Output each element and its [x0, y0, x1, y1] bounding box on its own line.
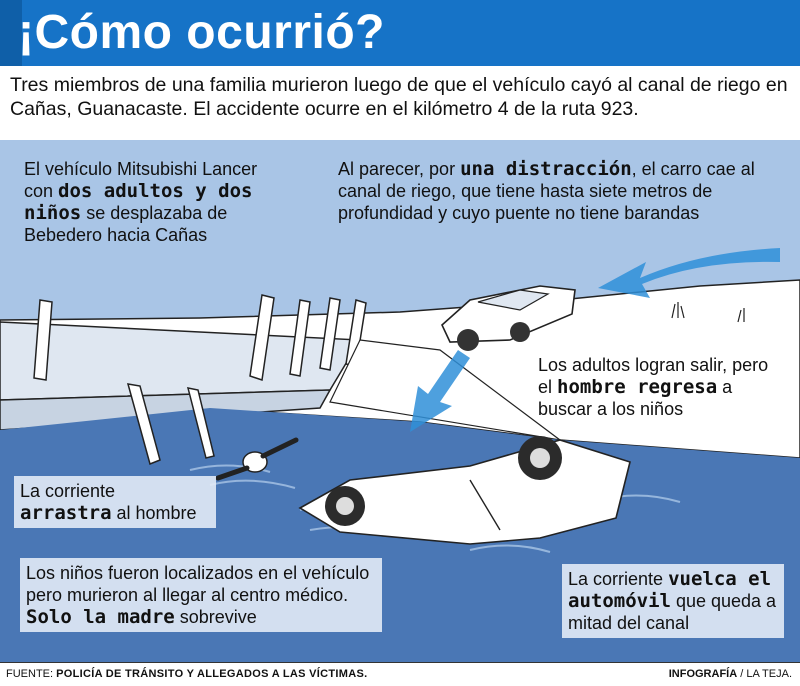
callout-overturn-text-2: que queda a mitad del canal — [568, 591, 777, 633]
callout-overturn-text: La corriente — [568, 569, 669, 589]
footer — [0, 662, 800, 686]
source-line — [6, 668, 367, 680]
callout-distraction-bold: una distracción — [460, 158, 632, 180]
credit-line — [669, 668, 792, 680]
callout-adults-text: Los adultos logran salir, pero el — [538, 355, 769, 397]
callout-overturn-bold: vuelca el automóvil — [568, 568, 772, 612]
callout-children-text: Los niños fueron localizados en el vehículo pero murieron al llegar al centro médico. — [26, 563, 370, 605]
page-title: ¡Cómo ocurrió? — [18, 6, 385, 59]
callout-children-bold: Solo la madre — [26, 606, 175, 628]
credit-infografia: INFOGRAFÍA — [668, 668, 738, 680]
callout-current-man — [14, 476, 216, 528]
callout-current-man-text: La corriente — [20, 481, 116, 501]
callout-distraction-text-2: , el carro cae al canal de riego, que tiene hasta siete metros de profundidad y cuyo puente no tiene barandas — [338, 159, 755, 223]
callout-current-man-bold: arrastra — [20, 502, 112, 524]
callout-vehicle-text-2: se desplazaba de Bebedero hacia Cañas — [24, 203, 228, 245]
intro-text: Tres miembros de una familia murieron luego de que el vehículo cayó al canal de riego en Cañas, Guanacaste. El accidente ocurre en el kilómetro 4 de la ruta 923. — [10, 74, 788, 120]
callout-adults-bold: hombre regresa — [557, 376, 718, 398]
header-bar — [0, 0, 800, 66]
callout-overturn — [562, 564, 784, 638]
callout-current-man-text-2: al hombre — [111, 503, 197, 523]
source-text: POLICÍA DE TRÁNSITO Y ALLEGADOS A LAS VÍCTIMAS. — [56, 668, 368, 680]
callout-children-text-2: sobrevive — [174, 607, 257, 627]
callout-adults — [538, 354, 783, 420]
source-label: FUENTE: — [6, 668, 57, 680]
callout-distraction — [338, 158, 758, 224]
callout-vehicle-text: El vehículo Mitsubishi Lancer con — [24, 159, 258, 201]
callout-vehicle-bold: dos adultos y dos niños — [24, 180, 253, 224]
credit-publisher: / LA TEJA. — [737, 668, 792, 680]
callout-distraction-text: Al parecer, por — [338, 159, 461, 179]
callout-children — [20, 558, 382, 632]
illustration-scene — [0, 140, 800, 662]
callout-vehicle — [24, 158, 264, 246]
callout-adults-text-2: a buscar a los niños — [538, 377, 733, 419]
